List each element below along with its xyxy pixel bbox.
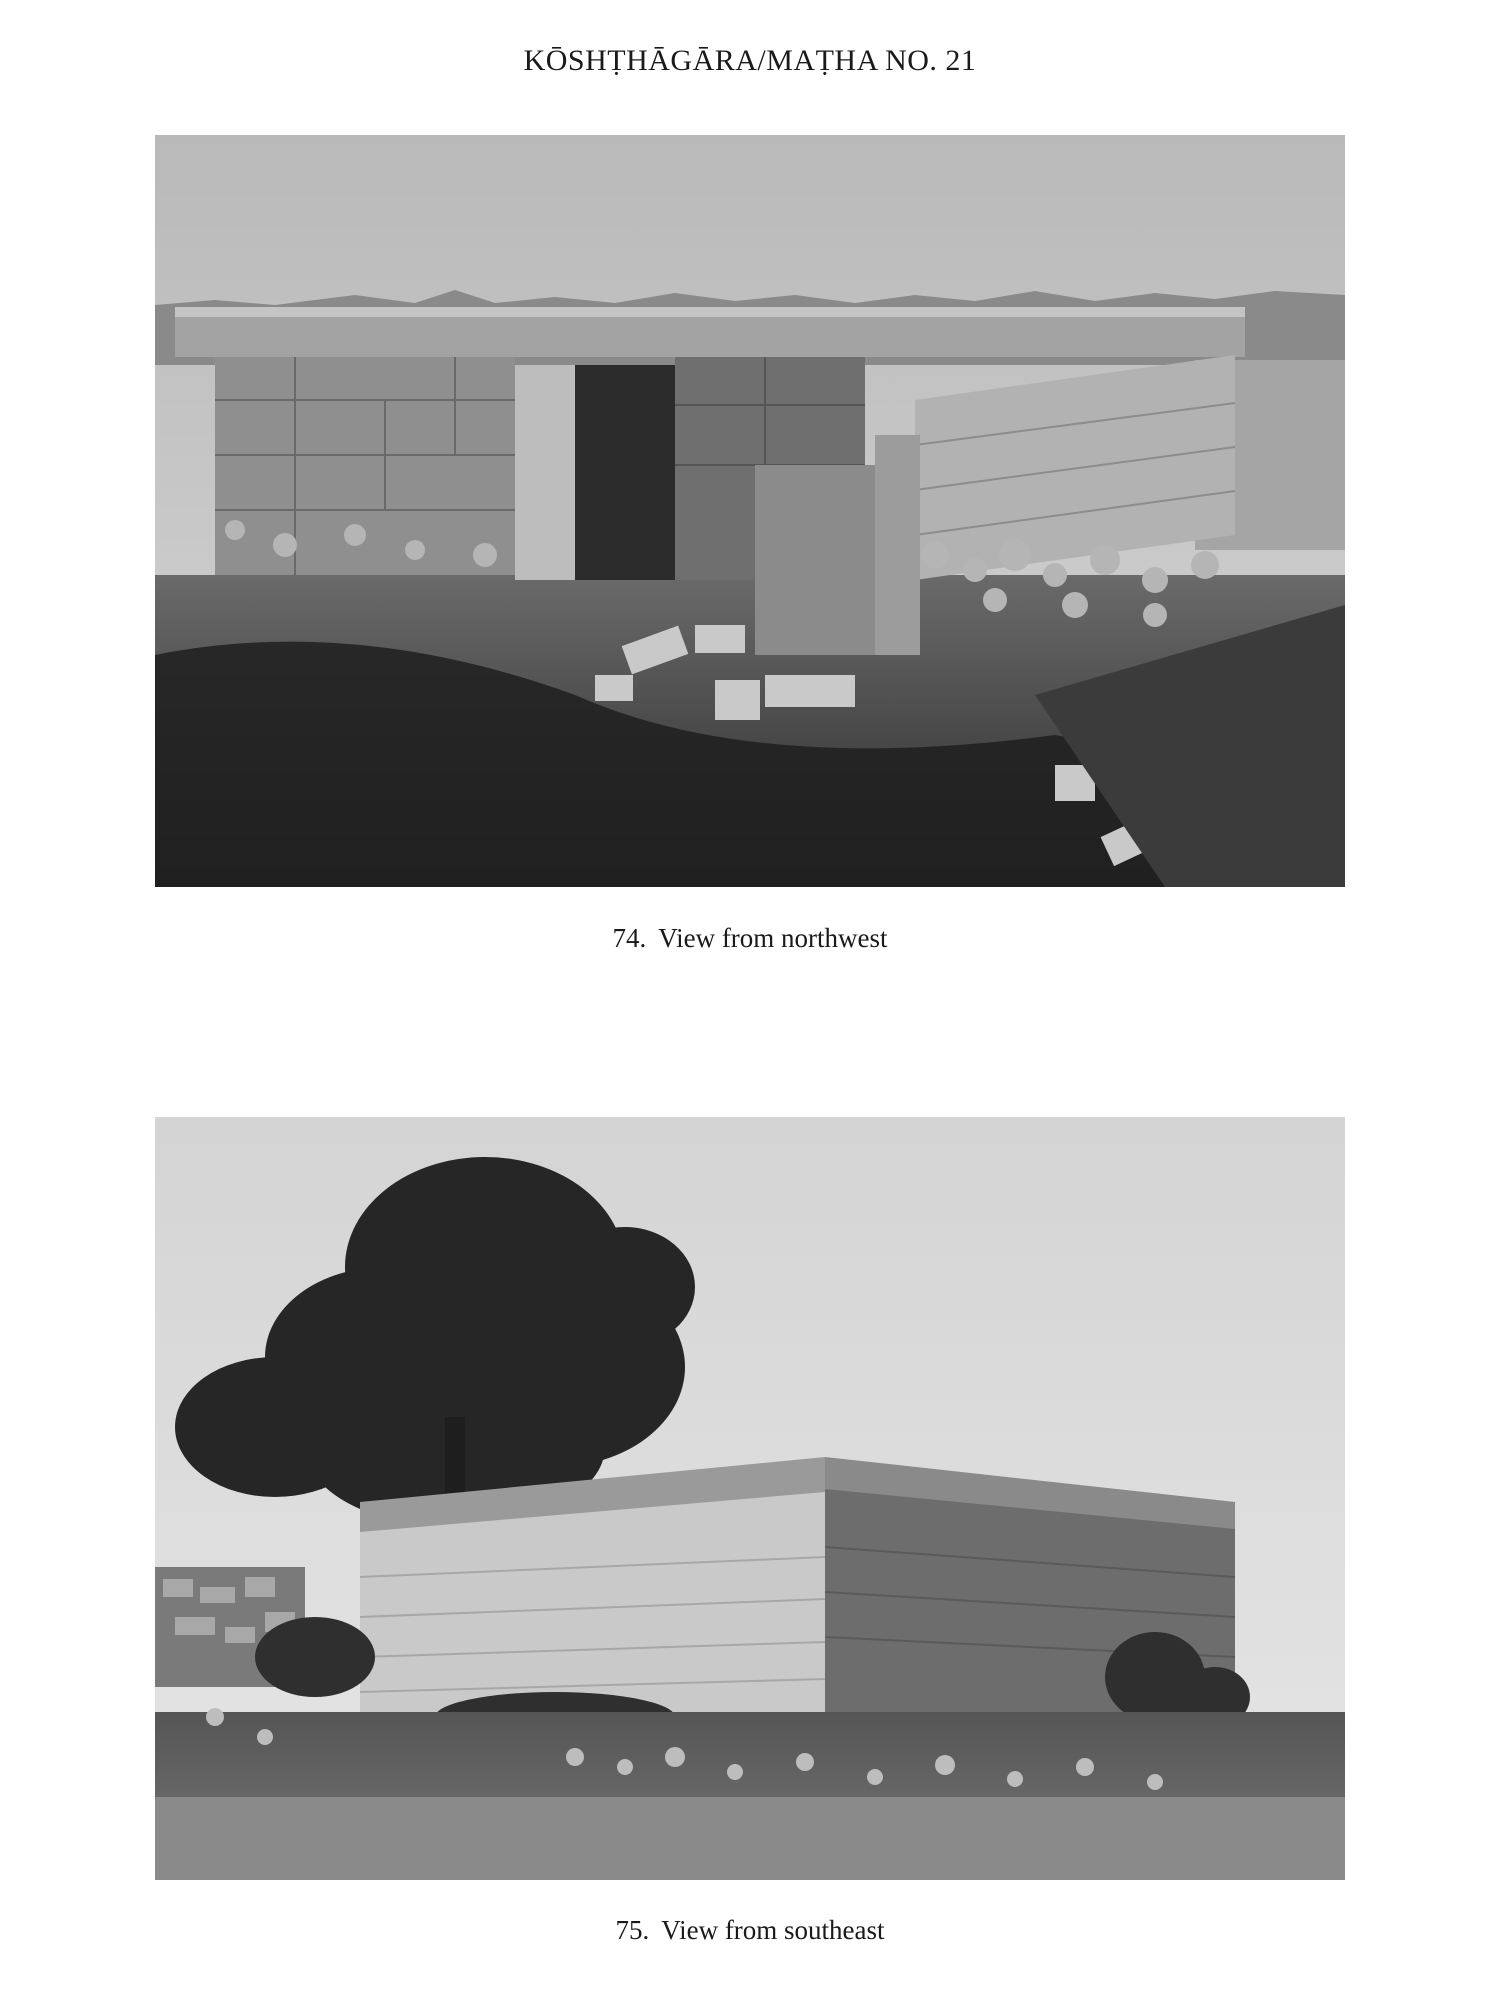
plate-caption-text: View from northwest (658, 923, 888, 953)
plate-number: 74. (612, 923, 647, 953)
photo-southeast-image (155, 1117, 1345, 1880)
page-title: KŌSHṬHĀGĀRA/MAṬHA NO. 21 (523, 44, 977, 77)
photo-view-from-northwest (155, 135, 1345, 887)
photo-northwest-image (155, 135, 1345, 887)
plate-number: 75. (615, 1915, 650, 1945)
plate-caption-text: View from southeast (661, 1915, 885, 1945)
photo-view-from-southeast (155, 1117, 1345, 1880)
plate-caption-74 (0, 923, 1500, 954)
plate-caption-75 (0, 1915, 1500, 1946)
